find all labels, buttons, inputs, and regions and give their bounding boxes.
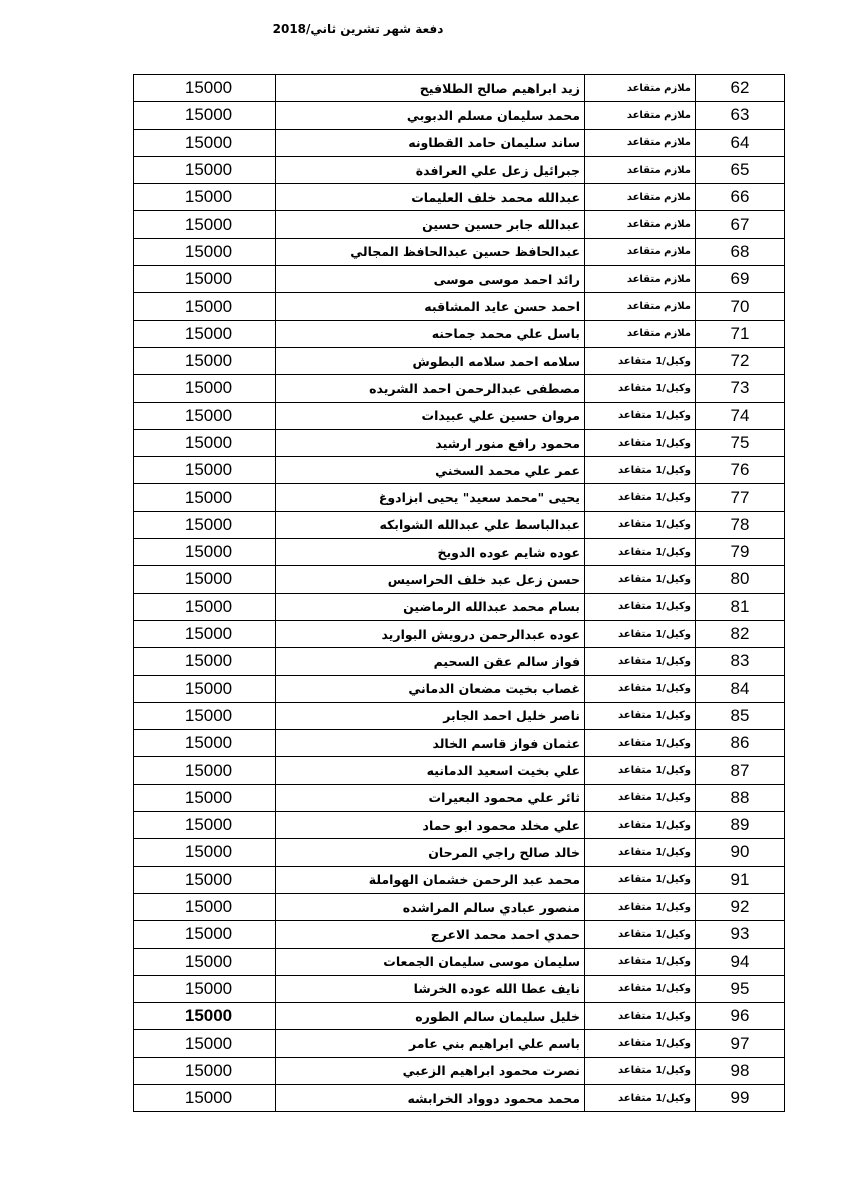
row-number-cell: 69 bbox=[696, 266, 785, 293]
row-number-cell: 98 bbox=[696, 1057, 785, 1084]
name-cell: ساند سليمان حامد القطاونه bbox=[276, 129, 585, 156]
amount-cell: 15000 bbox=[134, 539, 276, 566]
amount-cell: 15000 bbox=[134, 511, 276, 538]
table-row bbox=[134, 1003, 785, 1030]
table-row bbox=[134, 347, 785, 374]
rank-cell: وكيل/1 متقاعد bbox=[585, 593, 696, 620]
name-cell: عبدالله محمد خلف العليمات bbox=[276, 184, 585, 211]
table-row bbox=[134, 620, 785, 647]
table-row bbox=[134, 566, 785, 593]
name-cell: حسن زعل عبد خلف الحراسيس bbox=[276, 566, 585, 593]
name-cell: ناصر خليل احمد الجابر bbox=[276, 702, 585, 729]
rank-cell: وكيل/1 متقاعد bbox=[585, 457, 696, 484]
name-cell: نصرت محمود ابراهيم الزعبي bbox=[276, 1057, 585, 1084]
rank-cell: وكيل/1 متقاعد bbox=[585, 347, 696, 374]
amount-cell: 15000 bbox=[134, 484, 276, 511]
rank-cell: وكيل/1 متقاعد bbox=[585, 921, 696, 948]
rank-cell: ملازم متقاعد bbox=[585, 102, 696, 129]
name-cell: خليل سليمان سالم الطوره bbox=[276, 1003, 585, 1030]
amount-cell: 15000 bbox=[134, 702, 276, 729]
row-number-cell: 95 bbox=[696, 975, 785, 1002]
name-cell: غصاب بخيت مضعان الدماني bbox=[276, 675, 585, 702]
table-row bbox=[134, 1057, 785, 1084]
rank-cell: وكيل/1 متقاعد bbox=[585, 511, 696, 538]
name-cell: عبدالله جابر حسين حسين bbox=[276, 211, 585, 238]
row-number-cell: 62 bbox=[696, 75, 785, 102]
rank-cell: وكيل/1 متقاعد bbox=[585, 730, 696, 757]
row-number-cell: 67 bbox=[696, 211, 785, 238]
name-cell: مصطفى عبدالرحمن احمد الشريده bbox=[276, 375, 585, 402]
amount-cell: 15000 bbox=[134, 1057, 276, 1084]
name-cell: علي بخيت اسعيد الدمانيه bbox=[276, 757, 585, 784]
row-number-cell: 72 bbox=[696, 347, 785, 374]
table-row bbox=[134, 184, 785, 211]
row-number-cell: 85 bbox=[696, 702, 785, 729]
rank-cell: وكيل/1 متقاعد bbox=[585, 620, 696, 647]
amount-cell: 15000 bbox=[134, 184, 276, 211]
amount-cell: 15000 bbox=[134, 1030, 276, 1057]
table-row bbox=[134, 129, 785, 156]
amount-cell: 15000 bbox=[134, 156, 276, 183]
name-cell: باسم علي ابراهيم بني عامر bbox=[276, 1030, 585, 1057]
name-cell: عبدالباسط علي عبدالله الشوابكه bbox=[276, 511, 585, 538]
rank-cell: وكيل/1 متقاعد bbox=[585, 1084, 696, 1111]
amount-cell: 15000 bbox=[134, 293, 276, 320]
rank-cell: وكيل/1 متقاعد bbox=[585, 866, 696, 893]
name-cell: عوده عبدالرحمن درويش البوارید bbox=[276, 620, 585, 647]
table-row bbox=[134, 1030, 785, 1057]
table-row bbox=[134, 75, 785, 102]
table-row bbox=[134, 511, 785, 538]
amount-cell: 15000 bbox=[134, 839, 276, 866]
row-number-cell: 97 bbox=[696, 1030, 785, 1057]
row-number-cell: 64 bbox=[696, 129, 785, 156]
amount-cell: 15000 bbox=[134, 129, 276, 156]
rank-cell: ملازم متقاعد bbox=[585, 156, 696, 183]
table-row bbox=[134, 757, 785, 784]
rank-cell: وكيل/1 متقاعد bbox=[585, 566, 696, 593]
table-row bbox=[134, 648, 785, 675]
table-row bbox=[134, 484, 785, 511]
name-cell: عمر علي محمد السخني bbox=[276, 457, 585, 484]
table-row bbox=[134, 975, 785, 1002]
name-cell: مروان حسين علي عبيدات bbox=[276, 402, 585, 429]
table-row bbox=[134, 238, 785, 265]
table-row bbox=[134, 375, 785, 402]
row-number-cell: 93 bbox=[696, 921, 785, 948]
row-number-cell: 79 bbox=[696, 539, 785, 566]
table-row bbox=[134, 593, 785, 620]
row-number-cell: 66 bbox=[696, 184, 785, 211]
row-number-cell: 99 bbox=[696, 1084, 785, 1111]
amount-cell: 15000 bbox=[134, 347, 276, 374]
table-row bbox=[134, 320, 785, 347]
rank-cell: وكيل/1 متقاعد bbox=[585, 429, 696, 456]
row-number-cell: 73 bbox=[696, 375, 785, 402]
rank-cell: وكيل/1 متقاعد bbox=[585, 402, 696, 429]
amount-cell: 15000 bbox=[134, 320, 276, 347]
rank-cell: وكيل/1 متقاعد bbox=[585, 675, 696, 702]
table-row bbox=[134, 866, 785, 893]
name-cell: عبدالحافظ حسين عبدالحافظ المجالي bbox=[276, 238, 585, 265]
amount-cell: 15000 bbox=[134, 102, 276, 129]
row-number-cell: 82 bbox=[696, 620, 785, 647]
name-cell: باسل علي محمد جماحنه bbox=[276, 320, 585, 347]
name-cell: علي مخلد محمود ابو حماد bbox=[276, 812, 585, 839]
amount-cell: 15000 bbox=[134, 975, 276, 1002]
rank-cell: وكيل/1 متقاعد bbox=[585, 539, 696, 566]
rank-cell: وكيل/1 متقاعد bbox=[585, 948, 696, 975]
row-number-cell: 74 bbox=[696, 402, 785, 429]
table-row bbox=[134, 539, 785, 566]
amount-cell: 15000 bbox=[134, 812, 276, 839]
table-row bbox=[134, 266, 785, 293]
row-number-cell: 75 bbox=[696, 429, 785, 456]
name-cell: يحيى "محمد سعيد" يحيى ابزادوغ bbox=[276, 484, 585, 511]
row-number-cell: 89 bbox=[696, 812, 785, 839]
amount-cell: 15000 bbox=[134, 675, 276, 702]
row-number-cell: 86 bbox=[696, 730, 785, 757]
table-row bbox=[134, 812, 785, 839]
table-row bbox=[134, 675, 785, 702]
amount-cell: 15000 bbox=[134, 866, 276, 893]
row-number-cell: 68 bbox=[696, 238, 785, 265]
rank-cell: ملازم متقاعد bbox=[585, 266, 696, 293]
name-cell: منصور عبادي سالم المراشده bbox=[276, 893, 585, 920]
amount-cell: 15000 bbox=[134, 75, 276, 102]
row-number-cell: 77 bbox=[696, 484, 785, 511]
row-number-cell: 65 bbox=[696, 156, 785, 183]
row-number-cell: 81 bbox=[696, 593, 785, 620]
name-cell: احمد حسن عايد المشاقبه bbox=[276, 293, 585, 320]
name-cell: زيد ابراهيم صالح الطلافيح bbox=[276, 75, 585, 102]
amount-cell: 15000 bbox=[134, 211, 276, 238]
row-number-cell: 84 bbox=[696, 675, 785, 702]
table-row bbox=[134, 429, 785, 456]
amount-cell: 15000 bbox=[134, 948, 276, 975]
amount-cell: 15000 bbox=[134, 921, 276, 948]
row-number-cell: 78 bbox=[696, 511, 785, 538]
amount-cell: 15000 bbox=[134, 566, 276, 593]
amount-cell: 15000 bbox=[134, 593, 276, 620]
rank-cell: وكيل/1 متقاعد bbox=[585, 812, 696, 839]
table-row bbox=[134, 893, 785, 920]
amount-cell: 15000 bbox=[134, 457, 276, 484]
amount-cell: 15000 bbox=[134, 757, 276, 784]
amount-cell: 15000 bbox=[134, 730, 276, 757]
rank-cell: ملازم متقاعد bbox=[585, 293, 696, 320]
rank-cell: ملازم متقاعد bbox=[585, 320, 696, 347]
row-number-cell: 76 bbox=[696, 457, 785, 484]
rank-cell: ملازم متقاعد bbox=[585, 129, 696, 156]
amount-cell: 15000 bbox=[134, 893, 276, 920]
name-cell: خالد صالح راجي المرحان bbox=[276, 839, 585, 866]
amount-cell: 15000 bbox=[134, 375, 276, 402]
rank-cell: وكيل/1 متقاعد bbox=[585, 702, 696, 729]
row-number-cell: 83 bbox=[696, 648, 785, 675]
table-row bbox=[134, 156, 785, 183]
rank-cell: وكيل/1 متقاعد bbox=[585, 1057, 696, 1084]
amount-cell: 15000 bbox=[134, 402, 276, 429]
row-number-cell: 90 bbox=[696, 839, 785, 866]
payment-table bbox=[133, 74, 785, 1112]
table-body bbox=[134, 75, 785, 1112]
table-row bbox=[134, 1084, 785, 1111]
rank-cell: وكيل/1 متقاعد bbox=[585, 784, 696, 811]
amount-cell: 15000 bbox=[134, 1003, 276, 1030]
amount-cell: 15000 bbox=[134, 648, 276, 675]
page-title: دفعة شهر تشرين ثاني/2018 bbox=[272, 22, 444, 36]
name-cell: جبرائيل زعل علي العرافدة bbox=[276, 156, 585, 183]
row-number-cell: 94 bbox=[696, 948, 785, 975]
rank-cell: ملازم متقاعد bbox=[585, 75, 696, 102]
amount-cell: 15000 bbox=[134, 238, 276, 265]
name-cell: بسام محمد عبدالله الرماضين bbox=[276, 593, 585, 620]
name-cell: عوده شايم عوده الدويخ bbox=[276, 539, 585, 566]
table-row bbox=[134, 784, 785, 811]
table-row bbox=[134, 102, 785, 129]
row-number-cell: 63 bbox=[696, 102, 785, 129]
name-cell: رائد احمد موسى موسى bbox=[276, 266, 585, 293]
name-cell: محمد سليمان مسلم الدبوبي bbox=[276, 102, 585, 129]
row-number-cell: 92 bbox=[696, 893, 785, 920]
rank-cell: وكيل/1 متقاعد bbox=[585, 648, 696, 675]
rank-cell: وكيل/1 متقاعد bbox=[585, 893, 696, 920]
rank-cell: وكيل/1 متقاعد bbox=[585, 975, 696, 1002]
rank-cell: ملازم متقاعد bbox=[585, 238, 696, 265]
row-number-cell: 70 bbox=[696, 293, 785, 320]
rank-cell: وكيل/1 متقاعد bbox=[585, 484, 696, 511]
row-number-cell: 91 bbox=[696, 866, 785, 893]
name-cell: فواز سالم عقن السحيم bbox=[276, 648, 585, 675]
name-cell: سلامه احمد سلامه البطوش bbox=[276, 347, 585, 374]
amount-cell: 15000 bbox=[134, 784, 276, 811]
table-row bbox=[134, 293, 785, 320]
name-cell: نايف عطا الله عوده الخرشا bbox=[276, 975, 585, 1002]
rank-cell: وكيل/1 متقاعد bbox=[585, 375, 696, 402]
table-row bbox=[134, 948, 785, 975]
rank-cell: وكيل/1 متقاعد bbox=[585, 1030, 696, 1057]
amount-cell: 15000 bbox=[134, 1084, 276, 1111]
name-cell: محمود رافع منور ارشيد bbox=[276, 429, 585, 456]
table-row bbox=[134, 211, 785, 238]
name-cell: عثمان فواز قاسم الخالد bbox=[276, 730, 585, 757]
row-number-cell: 80 bbox=[696, 566, 785, 593]
name-cell: ثائر علي محمود البعيرات bbox=[276, 784, 585, 811]
rank-cell: وكيل/1 متقاعد bbox=[585, 757, 696, 784]
amount-cell: 15000 bbox=[134, 429, 276, 456]
name-cell: محمد محمود دوواد الخرابشه bbox=[276, 1084, 585, 1111]
amount-cell: 15000 bbox=[134, 266, 276, 293]
name-cell: محمد عبد الرحمن خشمان الهواملة bbox=[276, 866, 585, 893]
rank-cell: ملازم متقاعد bbox=[585, 184, 696, 211]
row-number-cell: 71 bbox=[696, 320, 785, 347]
table-row bbox=[134, 457, 785, 484]
table-row bbox=[134, 702, 785, 729]
rank-cell: وكيل/1 متقاعد bbox=[585, 839, 696, 866]
table-row bbox=[134, 730, 785, 757]
rank-cell: وكيل/1 متقاعد bbox=[585, 1003, 696, 1030]
row-number-cell: 96 bbox=[696, 1003, 785, 1030]
table-row bbox=[134, 921, 785, 948]
amount-cell: 15000 bbox=[134, 620, 276, 647]
name-cell: سليمان موسى سليمان الجمعات bbox=[276, 948, 585, 975]
name-cell: حمدي احمد محمد الاعرج bbox=[276, 921, 585, 948]
row-number-cell: 88 bbox=[696, 784, 785, 811]
table-row bbox=[134, 402, 785, 429]
table-row bbox=[134, 839, 785, 866]
row-number-cell: 87 bbox=[696, 757, 785, 784]
rank-cell: ملازم متقاعد bbox=[585, 211, 696, 238]
